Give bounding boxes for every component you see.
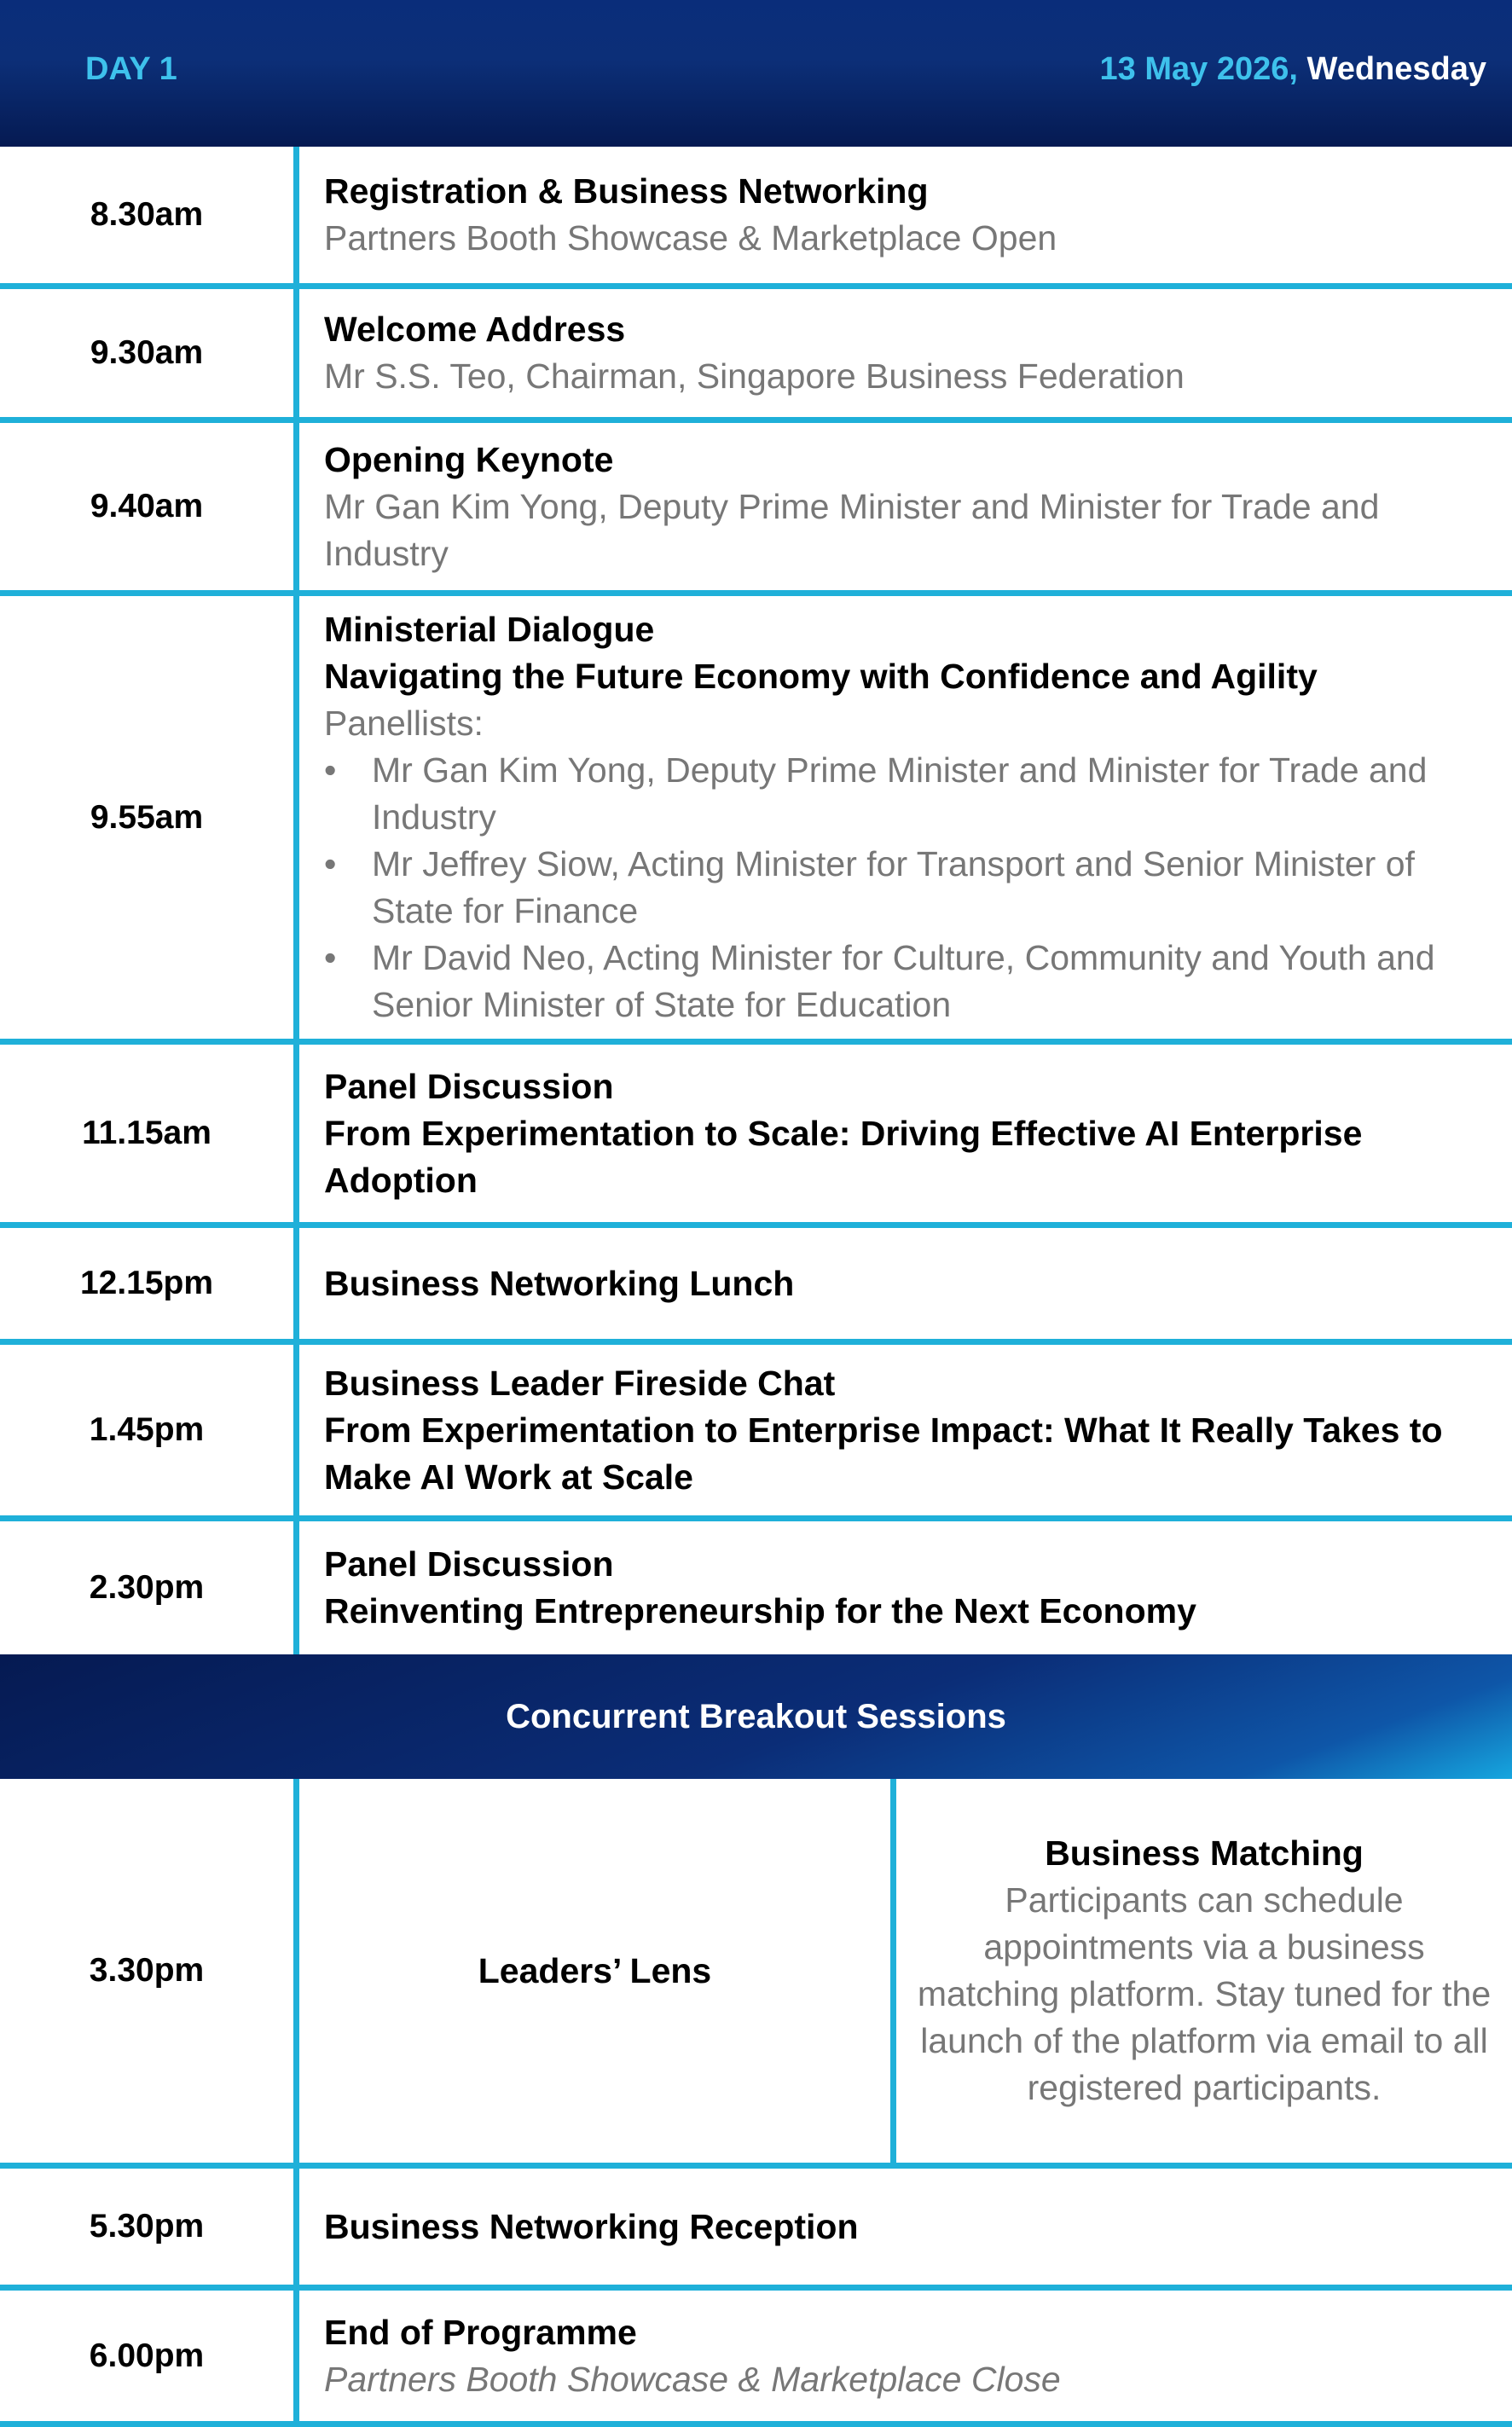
row-divider (0, 417, 1512, 423)
session-title: Ministerial Dialogue (324, 610, 655, 649)
session-time: 12.15pm (79, 1265, 214, 1301)
bullet-icon: • (324, 844, 337, 883)
session-row (0, 2291, 1512, 2421)
row-divider (0, 1039, 1512, 1045)
panellist-item (324, 747, 1495, 841)
panellist-item (324, 935, 1495, 1028)
session-row (0, 423, 1512, 590)
row-divider (0, 1339, 1512, 1345)
session-topic: From Experimentation to Enterprise Impact: What It Really Takes to Make AI Work at Scale (324, 1410, 1443, 1497)
session-time: 8.30am (90, 196, 204, 233)
breakout-row (0, 1779, 1512, 2163)
date-text: 13 May 2026, (1099, 51, 1298, 87)
session-title: Panel Discussion (324, 1544, 614, 1584)
breakout-right-title: Business Matching (1045, 1833, 1364, 1873)
row-divider (0, 2163, 1512, 2169)
session-row (0, 1045, 1512, 1222)
session-subtitle: Partners Booth Showcase & Marketplace Open (324, 218, 1057, 258)
column-divider (890, 1779, 896, 2163)
session-title: Welcome Address (324, 310, 626, 349)
breakout-band: Concurrent Breakout Sessions (0, 1654, 1512, 1779)
panellist-text: Mr Gan Kim Yong, Deputy Prime Minister and Minister for Trade and Industry (372, 750, 1428, 837)
day-label: DAY 1 (85, 51, 177, 87)
session-time: 9.40am (90, 488, 204, 524)
session-time: 6.00pm (89, 2337, 205, 2374)
session-subtitle: Mr S.S. Teo, Chairman, Singapore Business Federation (324, 356, 1185, 396)
session-title: Business Networking Lunch (324, 1263, 795, 1303)
breakout-right-desc: Participants can schedule appointments via a business matching platform. Stay tuned for the launch of the platform via email to all registered participants. (917, 1880, 1492, 2107)
bullet-icon: • (324, 938, 337, 977)
date-label (1100, 51, 1486, 88)
panellist-item (324, 841, 1495, 935)
session-time: 5.30pm (89, 2208, 205, 2245)
row-divider (0, 2285, 1512, 2291)
session-time: 2.30pm (89, 1569, 205, 1606)
session-time: 1.45pm (89, 1411, 205, 1448)
panellist-text: Mr David Neo, Acting Minister for Culture, Community and Youth and Senior Minister of State for Education (372, 938, 1435, 1024)
session-subtitle: Partners Booth Showcase & Marketplace Close (324, 2359, 1061, 2399)
panellist-text: Mr Jeffrey Siow, Acting Minister for Transport and Senior Minister of State for Finance (372, 844, 1415, 930)
session-title: Opening Keynote (324, 439, 614, 479)
session-time: 9.55am (90, 798, 204, 836)
session-row (0, 289, 1512, 417)
weekday-text: Wednesday (1306, 51, 1486, 87)
row-divider (0, 1515, 1512, 1521)
session-row (0, 596, 1512, 1039)
session-time: 11.15am (82, 1115, 211, 1151)
panellists-label: Panellists: (324, 704, 484, 743)
session-time: 3.30pm (89, 1952, 205, 1989)
column-divider (293, 1779, 299, 2421)
session-topic: From Experimentation to Scale: Driving Effective AI Enterprise Adoption (324, 1113, 1363, 1200)
row-divider (0, 590, 1512, 596)
session-title: Business Networking Reception (324, 2206, 859, 2246)
session-topic: Navigating the Future Economy with Confidence and Agility (324, 657, 1318, 696)
session-title: Panel Discussion (324, 1066, 614, 1106)
session-time: 9.30am (90, 334, 204, 371)
breakout-right (896, 1779, 1512, 2163)
session-subtitle: Mr Gan Kim Yong, Deputy Prime Minister and Minister for Trade and Industry (324, 486, 1380, 573)
row-divider (0, 283, 1512, 289)
row-divider (0, 1222, 1512, 1228)
day-header (0, 0, 1512, 147)
row-divider (0, 2421, 1512, 2427)
session-topic: Reinventing Entrepreneurship for the Next Economy (324, 1591, 1196, 1631)
session-title: Registration & Business Networking (324, 171, 929, 211)
session-row (0, 1345, 1512, 1515)
session-row (0, 1228, 1512, 1339)
column-divider (293, 147, 299, 1654)
breakout-left-title: Leaders’ Lens (478, 1950, 712, 1990)
session-row (0, 1521, 1512, 1654)
session-row (0, 147, 1512, 283)
session-row (0, 2169, 1512, 2285)
bullet-icon: • (324, 750, 337, 790)
session-title: Business Leader Fireside Chat (324, 1363, 836, 1403)
session-title: End of Programme (324, 2312, 637, 2352)
